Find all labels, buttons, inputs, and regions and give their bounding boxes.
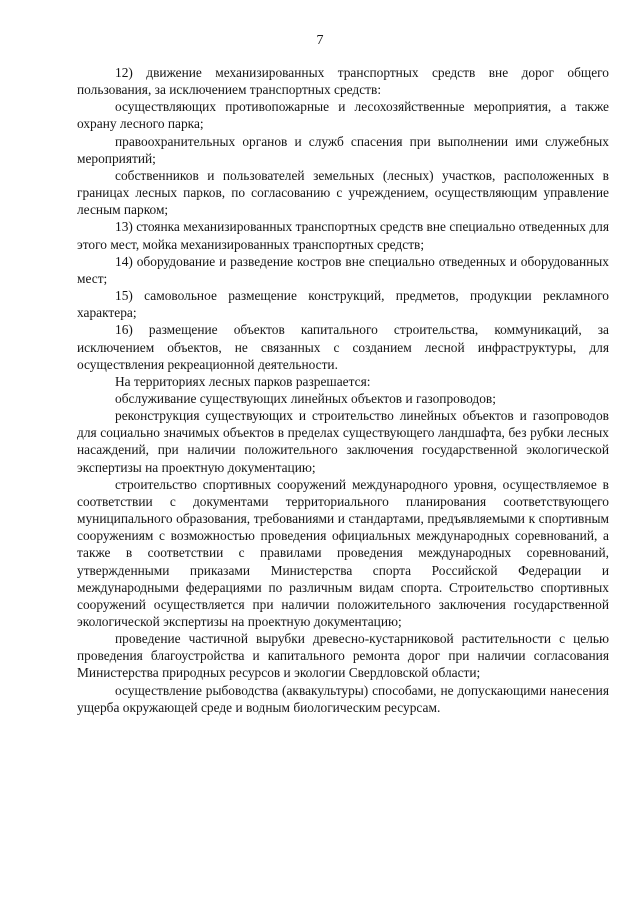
paragraph-linear-maintenance: обслуживание существующих линейных объектов и газопроводов; [115, 390, 496, 406]
paragraph-permitted-heading: На территориях лесных парков разрешается: [115, 373, 371, 389]
paragraph-item-15: 15) самовольное размещение конструкций, предметов, продукции рекламного характера; [77, 288, 609, 321]
paragraph-fish-farming: осуществление рыбоводства (аквакультуры) способами, не допускающими нанесения ущерба окружающей среде и водным биологическим ресурсам. [77, 682, 609, 715]
paragraph-fire-forestry: осуществляющих противопожарные и лесохозяйственные мероприятия, а также охрану лесного парка; [77, 99, 609, 132]
paragraph-item-14: 14) оборудование и разведение костров вне специально отведенных и оборудованных мест; [77, 253, 609, 286]
paragraph-sports-facilities: строительство спортивных сооружений международного уровня, осуществляемое в соответствии с документами территориального планирования соответствующего муниципального образования, требованиями и стандартами, предъявляемыми к спортивным сооружениям с возможностью проведения официальных международных соревнований, а также в соответствии с правилами проведения международных соревнований, утвержденными приказами Министерства спорта Российской Федерации и международными федерациями по различным видам спорта. Строительство спортивных сооружений осуществляется при наличии положительного заключения государственной экологической экспертизы на проектную документацию; [77, 476, 609, 629]
paragraph-law-enforcement: правоохранительных органов и служб спасения при выполнении ими служебных мероприятий; [77, 133, 609, 166]
paragraph-item-13: 13) стоянка механизированных транспортных средств вне специально отведенных для этого мест, мойка механизированных транспортных средств; [77, 219, 609, 252]
paragraph-partial-felling: проведение частичной вырубки древесно-кустарниковой растительности с целью проведения благоустройства и капитального ремонта дорог при наличии согласования Министерства природных ресурсов и экологии Свердловской области; [77, 631, 609, 681]
page-number: 7 [316, 33, 324, 48]
paragraph-item-12: 12) движение механизированных транспортных средств вне дорог общего пользования, за исключением транспортных средств: [77, 65, 609, 98]
document-body [77, 64, 609, 716]
paragraph-land-owners: собственников и пользователей земельных (лесных) участков, расположенных в границах лесных парков, по согласованию с учреждением, осуществляющим управление лесным парком; [77, 167, 609, 218]
paragraph-item-16: 16) размещение объектов капитального строительства, коммуникаций, за исключением объектов, не связанных с созданием лесной инфраструктуры, для осуществления рекреационной деятельности. [77, 322, 609, 372]
paragraph-reconstruction: реконструкция существующих и строительство линейных объектов и газопроводов для социально значимых объектов в пределах существующего ландшафта, без рубки лесных насаждений, при наличии положительного заключения государственной экологической экспертизы на проектную документацию; [77, 408, 609, 475]
